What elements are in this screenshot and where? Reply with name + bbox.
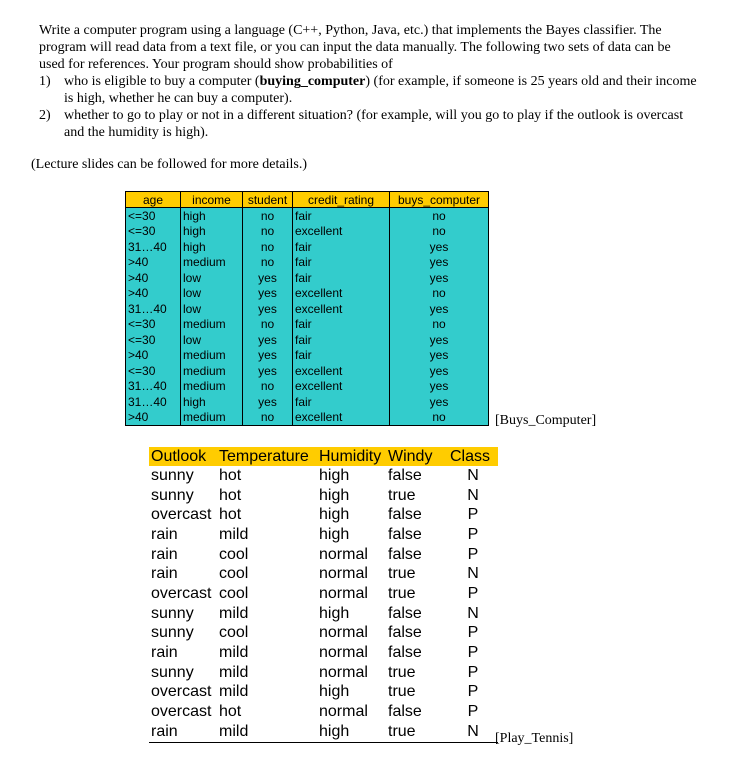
table-row	[126, 363, 489, 379]
outlook-cell: sunny	[151, 486, 194, 504]
credit-rating-cell: fair	[293, 239, 390, 255]
windy-cell: true	[388, 584, 416, 602]
buys-computer-cell: yes	[390, 239, 489, 255]
student-cell: no	[243, 317, 293, 333]
class-cell: N	[467, 604, 479, 622]
windy-cell: false	[388, 545, 422, 563]
temperature-cell: cool	[219, 624, 249, 642]
temperature-cell: cool	[219, 545, 249, 563]
income-cell: low	[181, 301, 243, 317]
table-row	[126, 317, 489, 333]
windy-cell: false	[388, 644, 422, 662]
table-row	[149, 545, 498, 565]
humidity-cell: high	[319, 466, 350, 484]
question-1-bold: buying_computer	[259, 74, 366, 89]
student-cell: yes	[243, 394, 293, 410]
class-cell: P	[467, 545, 479, 563]
outlook-cell: overcast	[151, 703, 212, 721]
buys-computer-cell: yes	[390, 270, 489, 286]
class-cell: P	[467, 506, 479, 524]
temperature-cell: mild	[219, 604, 249, 622]
table-row	[149, 525, 498, 545]
question-2-text: whether to go to play or not in a different situation? (for example, will you go to play if the outlook is overcast and the humidity is high).	[64, 108, 684, 140]
header-windy: Windy	[386, 447, 448, 466]
student-cell: yes	[243, 332, 293, 348]
table-row	[126, 286, 489, 302]
income-cell: high	[181, 208, 243, 224]
table-row	[149, 722, 498, 742]
credit-rating-cell: fair	[293, 317, 390, 333]
buys-computer-cell: yes	[390, 394, 489, 410]
question-1-pre: who is eligible to buy a computer (	[64, 74, 260, 89]
play-tennis-header-row	[149, 447, 498, 466]
header-buys-computer: buys_computer	[390, 192, 489, 208]
humidity-cell: normal	[319, 565, 368, 583]
question-list	[39, 73, 699, 141]
question-item-1	[39, 73, 699, 107]
age-cell: <=30	[126, 332, 181, 348]
buys-computer-cell: yes	[390, 348, 489, 364]
class-cell: P	[467, 624, 479, 642]
windy-cell: false	[388, 604, 422, 622]
table-row	[126, 208, 489, 224]
temperature-cell: mild	[219, 683, 249, 701]
credit-rating-cell: fair	[293, 348, 390, 364]
age-cell: >40	[126, 286, 181, 302]
play-tennis-body	[149, 466, 498, 742]
age-cell: >40	[126, 410, 181, 426]
table-row	[149, 505, 498, 525]
income-cell: medium	[181, 363, 243, 379]
student-cell: no	[243, 224, 293, 240]
student-cell: yes	[243, 301, 293, 317]
header-class: Class	[448, 447, 498, 466]
header-outlook: Outlook	[149, 447, 217, 466]
windy-cell: true	[388, 683, 416, 701]
class-cell: P	[467, 584, 479, 602]
buys-computer-cell: no	[390, 208, 489, 224]
student-cell: yes	[243, 270, 293, 286]
table-row	[149, 702, 498, 722]
intro-paragraph: Write a computer program using a language (C++, Python, Java, etc.) that implements the Bayes classifier. The program will read data from a text file, or you can input the data manually. The following two sets of data can be used for references. Your program should show probabilities of	[39, 23, 671, 72]
windy-cell: false	[388, 525, 422, 543]
outlook-cell: sunny	[151, 604, 194, 622]
humidity-cell: high	[319, 683, 350, 701]
income-cell: medium	[181, 379, 243, 395]
class-cell: P	[467, 663, 479, 681]
play-tennis-label: [Play_Tennis]	[495, 731, 574, 746]
income-cell: low	[181, 286, 243, 302]
table-row	[149, 604, 498, 624]
buys-computer-header-row	[126, 192, 489, 208]
credit-rating-cell: excellent	[293, 286, 390, 302]
humidity-cell: high	[319, 604, 350, 622]
buys-computer-cell: no	[390, 224, 489, 240]
temperature-cell: hot	[219, 466, 242, 484]
class-cell: P	[467, 644, 479, 662]
age-cell: 31…40	[126, 239, 181, 255]
outlook-cell: overcast	[151, 506, 212, 524]
humidity-cell: high	[319, 506, 350, 524]
buys-computer-cell: yes	[390, 301, 489, 317]
question-1-post: ) (for example, if someone is 25 years old and their income is high, whether he can buy a computer).	[64, 74, 697, 106]
windy-cell: true	[388, 565, 416, 583]
header-credit-rating: credit_rating	[293, 192, 390, 208]
student-cell: no	[243, 255, 293, 271]
buys-computer-cell: yes	[390, 363, 489, 379]
temperature-cell: mild	[217, 722, 317, 742]
age-cell: <=30	[126, 317, 181, 333]
credit-rating-cell: excellent	[293, 410, 390, 426]
buys-computer-cell: no	[390, 286, 489, 302]
income-cell: medium	[181, 317, 243, 333]
credit-rating-cell: fair	[293, 255, 390, 271]
income-cell: medium	[181, 410, 243, 426]
age-cell: <=30	[126, 224, 181, 240]
class-cell: P	[467, 703, 479, 721]
windy-cell: true	[388, 486, 416, 504]
credit-rating-cell: fair	[293, 394, 390, 410]
income-cell: high	[181, 394, 243, 410]
buys-computer-cell: no	[390, 410, 489, 426]
income-cell: medium	[181, 255, 243, 271]
student-cell: yes	[243, 363, 293, 379]
windy-cell: false	[388, 506, 422, 524]
buys-computer-table	[125, 191, 489, 426]
table-row	[149, 643, 498, 663]
assignment-text	[39, 22, 699, 141]
buys-computer-label: [Buys_Computer]	[495, 413, 597, 428]
outlook-cell: rain	[151, 545, 178, 563]
buys-computer-cell: yes	[390, 379, 489, 395]
table-row	[126, 379, 489, 395]
outlook-cell: sunny	[151, 624, 194, 642]
outlook-cell: overcast	[151, 683, 212, 701]
table-row	[149, 584, 498, 604]
outlook-cell: rain	[149, 722, 217, 742]
table-row	[126, 301, 489, 317]
outlook-cell: overcast	[151, 584, 212, 602]
table-row	[126, 239, 489, 255]
buys-computer-cell: yes	[390, 255, 489, 271]
humidity-cell: normal	[319, 584, 368, 602]
table-row	[149, 683, 498, 703]
table-row	[149, 624, 498, 644]
question-number-2: 2)	[39, 108, 51, 123]
header-age: age	[126, 192, 181, 208]
buys-computer-body	[126, 208, 489, 426]
temperature-cell: mild	[219, 663, 249, 681]
class-cell: P	[467, 525, 479, 543]
table-row	[126, 270, 489, 286]
humidity-cell: normal	[319, 644, 368, 662]
class-cell: N	[467, 486, 479, 504]
income-cell: low	[181, 270, 243, 286]
table-row	[126, 348, 489, 364]
outlook-cell: rain	[151, 525, 178, 543]
humidity-cell: high	[319, 486, 350, 504]
student-cell: yes	[243, 348, 293, 364]
header-income: income	[181, 192, 243, 208]
income-cell: medium	[181, 348, 243, 364]
credit-rating-cell: fair	[293, 270, 390, 286]
class-cell: N	[467, 466, 479, 484]
lecture-note: (Lecture slides can be followed for more details.)	[31, 157, 308, 172]
credit-rating-cell: excellent	[293, 224, 390, 240]
credit-rating-cell: excellent	[293, 363, 390, 379]
buys-computer-cell: no	[390, 317, 489, 333]
student-cell: no	[243, 208, 293, 224]
class-cell: P	[467, 683, 479, 701]
temperature-cell: cool	[219, 565, 249, 583]
temperature-cell: hot	[219, 486, 242, 504]
age-cell: >40	[126, 348, 181, 364]
age-cell: 31…40	[126, 394, 181, 410]
table-row	[149, 564, 498, 584]
humidity-cell: normal	[319, 624, 368, 642]
credit-rating-cell: fair	[293, 332, 390, 348]
class-cell: N	[467, 565, 479, 583]
age-cell: >40	[126, 270, 181, 286]
outlook-cell: rain	[151, 565, 178, 583]
temperature-cell: hot	[219, 506, 242, 524]
play-tennis-table	[149, 447, 498, 743]
age-cell: 31…40	[126, 379, 181, 395]
humidity-cell: normal	[319, 545, 368, 563]
table-row	[126, 394, 489, 410]
table-row	[126, 224, 489, 240]
header-student: student	[243, 192, 293, 208]
income-cell: high	[181, 224, 243, 240]
table-row	[149, 486, 498, 506]
income-cell: low	[181, 332, 243, 348]
outlook-cell: sunny	[151, 466, 194, 484]
windy-cell: true	[388, 663, 416, 681]
outlook-cell: sunny	[151, 663, 194, 681]
question-item-2	[39, 107, 699, 141]
windy-cell: false	[388, 703, 422, 721]
credit-rating-cell: excellent	[293, 301, 390, 317]
age-cell: 31…40	[126, 301, 181, 317]
humidity-cell: high	[319, 525, 350, 543]
credit-rating-cell: fair	[293, 208, 390, 224]
student-cell: no	[243, 410, 293, 426]
outlook-cell: rain	[151, 644, 178, 662]
table-row	[126, 255, 489, 271]
header-humidity: Humidity	[317, 447, 386, 466]
question-number-1: 1)	[39, 74, 51, 89]
credit-rating-cell: excellent	[293, 379, 390, 395]
windy-cell: false	[388, 466, 422, 484]
student-cell: no	[243, 379, 293, 395]
age-cell: <=30	[126, 363, 181, 379]
student-cell: no	[243, 239, 293, 255]
header-temperature: Temperature	[217, 447, 317, 466]
table-row	[126, 410, 489, 426]
temperature-cell: mild	[219, 644, 249, 662]
humidity-cell: normal	[319, 703, 368, 721]
temperature-cell: hot	[219, 703, 242, 721]
student-cell: yes	[243, 286, 293, 302]
age-cell: >40	[126, 255, 181, 271]
humidity-cell: high	[317, 722, 386, 742]
class-cell: N	[448, 722, 498, 742]
windy-cell: true	[386, 722, 448, 742]
buys-computer-cell: yes	[390, 332, 489, 348]
humidity-cell: normal	[319, 663, 368, 681]
temperature-cell: cool	[219, 584, 249, 602]
income-cell: high	[181, 239, 243, 255]
age-cell: <=30	[126, 208, 181, 224]
windy-cell: false	[388, 624, 422, 642]
table-row	[149, 466, 498, 486]
temperature-cell: mild	[219, 525, 249, 543]
table-row	[149, 663, 498, 683]
table-row	[126, 332, 489, 348]
